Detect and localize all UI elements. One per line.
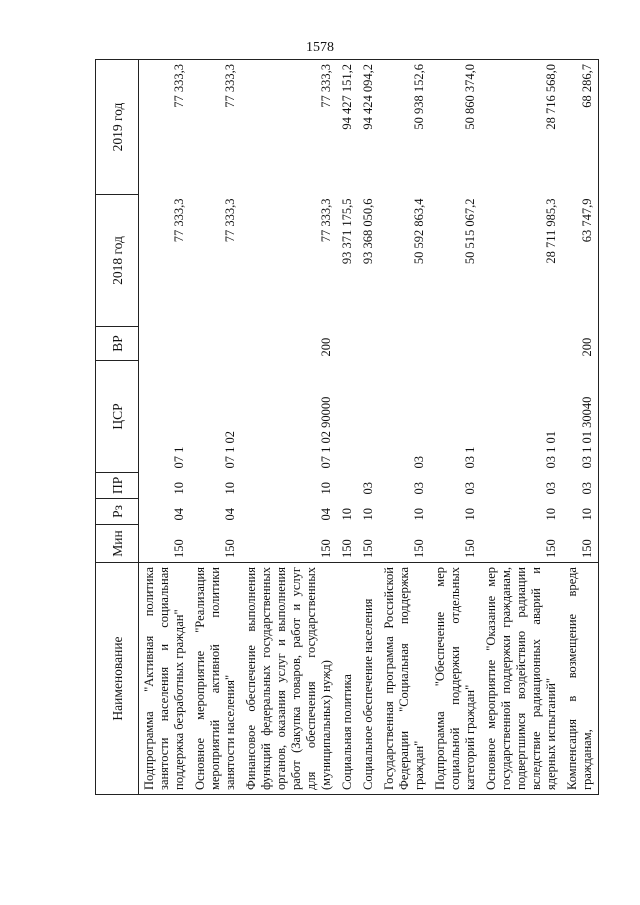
row-csr: 07 1 — [172, 446, 186, 469]
row-min: 150 — [319, 539, 333, 558]
table-row — [481, 60, 562, 795]
col-header-rz: Рз — [96, 499, 139, 525]
row-2018: 77 333,3 — [319, 198, 333, 243]
page-number: 1578 — [306, 40, 334, 55]
row-rz: 10 — [361, 508, 375, 521]
table-row — [358, 60, 379, 795]
rotated-table-container — [95, 60, 605, 795]
row-2019: 50 860 374,0 — [430, 60, 481, 195]
row-2018: 77 333,3 — [172, 198, 186, 243]
row-pr: 03 — [463, 482, 477, 495]
row-min: 150 — [340, 539, 354, 558]
row-csr: 03 — [412, 456, 426, 469]
row-rz: 04 — [172, 508, 186, 521]
row-2018: 93 368 050,6 — [361, 198, 375, 265]
row-min: 150 — [172, 539, 186, 558]
row-2019: 77 333,3 — [241, 60, 337, 195]
row-pr: 10 — [223, 482, 237, 495]
col-header-vr: ВР — [96, 327, 139, 361]
row-2019: 68 286,7 — [562, 60, 599, 195]
row-rz: 04 — [319, 508, 333, 521]
table-row — [337, 60, 358, 795]
row-2018: 50 515 067,2 — [463, 198, 477, 265]
row-2019: 28 716 568,0 — [481, 60, 562, 195]
row-vr — [481, 327, 562, 361]
row-vr — [337, 327, 358, 361]
row-rz: 10 — [412, 508, 426, 521]
row-name: Финансовое обеспечение выполнения функций федеральных государственных органов, оказания услуг и выполнения работ (Закупка товаров, работ и услуг для обеспечения государственных (муниципальных) нужд) — [241, 563, 337, 795]
budget-table — [95, 59, 599, 795]
row-name: Подпрограмма "Обеспечение мер социальной поддержки отдельных категорий граждан" — [430, 563, 481, 795]
row-rz: 10 — [562, 499, 599, 525]
table-header — [96, 60, 139, 795]
row-csr — [358, 361, 379, 473]
row-2019: 94 424 094,2 — [358, 60, 379, 195]
row-2019: 77 333,3 — [139, 60, 191, 195]
row-2018: 63 747,9 — [562, 195, 599, 327]
row-2018: 93 371 175,5 — [340, 198, 354, 265]
row-csr: 03 1 01 — [544, 431, 558, 469]
row-csr — [337, 361, 358, 473]
col-header-csr: ЦСР — [96, 361, 139, 473]
table-row — [241, 60, 337, 795]
row-rz: 04 — [223, 508, 237, 521]
row-2018: 28 711 985,3 — [544, 198, 558, 264]
row-min: 150 — [562, 525, 599, 563]
row-name: Компенсация в возмещение вреда гражданам, — [562, 563, 599, 795]
row-name: Основное мероприятие "Оказание мер государственной поддержки гражданам, подвергшимся воздействию радиации вследствие радиационных аварий и ядерных испытаний" — [481, 563, 562, 795]
row-min: 150 — [463, 539, 477, 558]
row-csr: 03 1 — [463, 446, 477, 469]
row-name: Подпрограмма "Активная политика занятости населения и социальная поддержка безработных граждан" — [139, 563, 191, 795]
row-rz: 10 — [340, 508, 354, 521]
row-pr: 03 — [544, 482, 558, 495]
row-vr — [430, 327, 481, 361]
table-row — [139, 60, 191, 795]
row-pr: 10 — [172, 482, 186, 495]
row-vr — [190, 327, 241, 361]
col-header-name: Наименование — [96, 563, 139, 795]
row-pr: 03 — [412, 482, 426, 495]
row-min: 150 — [223, 539, 237, 558]
row-2019: 50 938 152,6 — [379, 60, 430, 195]
row-name: Социальная политика — [337, 563, 358, 795]
table-row — [430, 60, 481, 795]
row-2019: 77 333,3 — [190, 60, 241, 195]
row-name: Государственная программа Российской Федерации "Социальная поддержка граждан" — [379, 563, 430, 795]
col-header-min: Мин — [96, 525, 139, 563]
row-vr: 200 — [319, 337, 333, 357]
row-pr: 03 — [562, 473, 599, 499]
row-2019: 94 427 151,2 — [337, 60, 358, 195]
row-name: Основное мероприятие "Реализация мероприятий активной политики занятости населения" — [190, 563, 241, 795]
row-rz: 10 — [463, 508, 477, 521]
row-pr: 10 — [319, 482, 333, 495]
table-row — [190, 60, 241, 795]
table-row — [562, 60, 599, 795]
row-vr: 200 — [562, 327, 599, 361]
row-vr — [379, 327, 430, 361]
row-vr — [139, 327, 191, 361]
row-name: Социальное обеспечение населения — [358, 563, 379, 795]
col-header-2018: 2018 год — [96, 195, 139, 327]
col-header-2019: 2019 год — [96, 60, 139, 195]
row-csr: 07 1 02 90000 — [319, 396, 333, 469]
col-header-pr: ПР — [96, 473, 139, 499]
row-min: 150 — [412, 539, 426, 558]
row-rz: 10 — [544, 508, 558, 521]
row-vr — [358, 327, 379, 361]
row-min: 150 — [361, 539, 375, 558]
row-2018: 77 333,3 — [223, 198, 237, 243]
table-row — [379, 60, 430, 795]
row-pr — [337, 473, 358, 499]
row-csr: 03 1 01 30040 — [562, 361, 599, 473]
row-min: 150 — [544, 539, 558, 558]
row-2018: 50 592 863,4 — [412, 198, 426, 265]
row-csr: 07 1 02 — [223, 431, 237, 469]
row-pr: 03 — [361, 482, 375, 495]
